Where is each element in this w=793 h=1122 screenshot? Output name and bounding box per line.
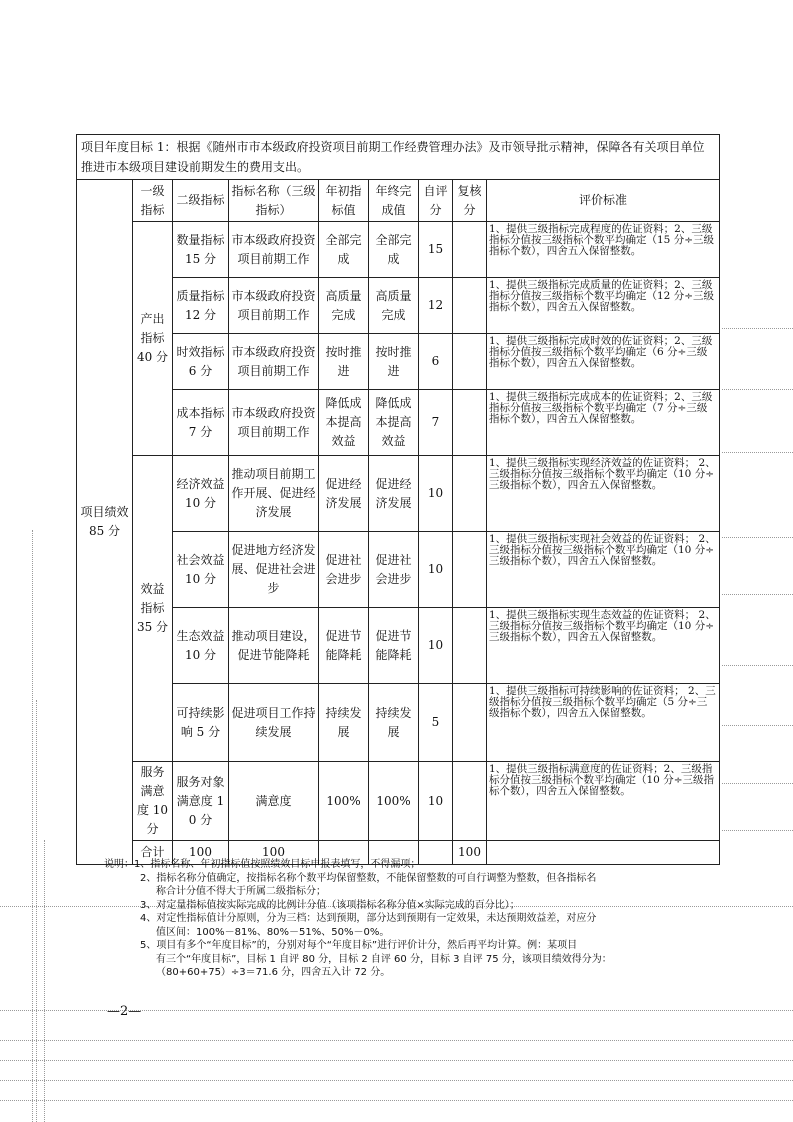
self-score-cell: 12 <box>419 278 453 334</box>
final-value-cell: 全部完成 <box>369 222 419 278</box>
self-score-cell: 5 <box>419 684 453 762</box>
note-line: 值区间：100%－81%、80%－51%、50%－0%。 <box>156 926 390 938</box>
dotted-line <box>0 1040 793 1041</box>
review-score-cell <box>453 334 487 390</box>
page-number: —2— <box>107 1004 142 1019</box>
annual-goal: 项目年度目标 1：根据《随州市市本级政府投资项目前期工作经费管理办法》及市领导批示精神，保障各有关项目单位推进市本级项目建设前期发生的费用支出。 <box>77 135 720 180</box>
performance-table <box>76 134 720 865</box>
indicator-name-cell: 促进项目工作持续发展 <box>229 684 319 762</box>
final-value-cell: 降低成本提高效益 <box>369 390 419 456</box>
initial-value-cell: 按时推进 <box>319 334 369 390</box>
indicator-name-cell: 市本级政府投资项目前期工作 <box>229 334 319 390</box>
output-indicator-label: 产出指标 40 分 <box>133 222 173 456</box>
level2-cell: 数量指标 15 分 <box>173 222 229 278</box>
final-value-cell: 持续发展 <box>369 684 419 762</box>
indicator-name-cell: 市本级政府投资项目前期工作 <box>229 278 319 334</box>
initial-value-cell: 持续发展 <box>319 684 369 762</box>
dotted-line <box>722 665 793 666</box>
table-row <box>77 762 720 841</box>
self-score-cell: 7 <box>419 390 453 456</box>
dotted-line <box>722 830 793 831</box>
note-line: 有三个“年度目标”，目标 1 自评 80 分，目标 2 自评 60 分，目标 3 自评 75 分，该项目绩效得分为： <box>156 953 612 965</box>
indicator-name-cell: 推动项目前期工作开展、促进经济发展 <box>229 456 319 532</box>
criteria-cell: 1、提供三级指标可持续影响的佐证资料； 2、三级指标分值按三级指标个数平均确定（5 分÷三级指标个数），四舍五入保留整数。 <box>487 684 720 762</box>
total-label: 合计 <box>133 841 173 865</box>
table-row <box>77 532 720 608</box>
criteria-cell: 1、提供三级指标实现经济效益的佐证资料； 2、三级指标分值按三级指标个数平均确定（10 分÷三级指标个数），四舍五入保留整数。 <box>487 456 720 532</box>
final-value-cell: 100% <box>369 762 419 841</box>
table-row <box>77 390 720 456</box>
indicator-name-cell: 市本级政府投资项目前期工作 <box>229 222 319 278</box>
review-score-cell <box>453 390 487 456</box>
table-row <box>77 456 720 532</box>
self-score-cell: 10 <box>419 456 453 532</box>
level2-cell: 社会效益 10 分 <box>173 532 229 608</box>
initial-value-cell: 促进经济发展 <box>319 456 369 532</box>
initial-value-cell: 促进社会进步 <box>319 532 369 608</box>
indicator-name-cell: 推动项目建设，促进节能降耗 <box>229 608 319 684</box>
table-row <box>77 608 720 684</box>
header-level1: 一级指标 <box>133 180 173 222</box>
self-score-cell: 10 <box>419 532 453 608</box>
level2-cell: 经济效益 10 分 <box>173 456 229 532</box>
level2-cell: 成本指标 7 分 <box>173 390 229 456</box>
indicator-name-cell: 促进地方经济发展、促进社会进步 <box>229 532 319 608</box>
self-score-cell: 6 <box>419 334 453 390</box>
table-row <box>77 684 720 762</box>
header-indicator-name: 指标名称（三级指标） <box>229 180 319 222</box>
header-initial-value: 年初指标值 <box>319 180 369 222</box>
criteria-cell: 1、提供三级指标完成质量的佐证资料；2、三级指标分值按三级指标个数平均确定（12 分÷三级指标个数），四舍五入保留整数。 <box>487 278 720 334</box>
criteria-cell: 1、提供三级指标满意度的佐证资料；2、三级指标分值按三级指标个数平均确定（10 分÷三级指标个数），四舍五入保留整数。 <box>487 762 720 841</box>
total-level1: 100 <box>173 841 229 865</box>
initial-value-cell: 高质量完成 <box>319 278 369 334</box>
project-performance-label: 项目绩效 85 分 <box>77 180 133 865</box>
final-value-cell: 促进经济发展 <box>369 456 419 532</box>
dotted-line <box>722 328 793 329</box>
review-score-cell <box>453 762 487 841</box>
criteria-cell: 1、提供三级指标完成成本的佐证资料；2、三级指标分值按三级指标个数平均确定（7 分÷三级指标个数），四舍五入保留整数。 <box>487 390 720 456</box>
dotted-line <box>722 783 793 784</box>
note-line: 称合计分值不得大于所属二级指标分； <box>156 886 326 897</box>
final-value-cell: 促进节能降耗 <box>369 608 419 684</box>
review-score-cell <box>453 222 487 278</box>
initial-value-cell: 降低成本提高效益 <box>319 390 369 456</box>
total-level2: 100 <box>229 841 319 865</box>
dotted-line <box>0 1060 793 1061</box>
dotted-line <box>0 1080 793 1081</box>
dotted-line <box>32 530 33 1122</box>
criteria-cell: 1、提供三级指标实现生态效益的佐证资料； 2、三级指标分值按三级指标个数平均确定（10 分÷三级指标个数），四舍五入保留整数。 <box>487 608 720 684</box>
note-line: 3、对定量指标值按实际完成的比例计分值（该项指标名称分值×实际完成的百分比）； <box>140 899 520 911</box>
table-row <box>77 222 720 278</box>
review-score-cell <box>453 278 487 334</box>
review-score-cell <box>453 684 487 762</box>
level2-cell: 服务对象满意度 10 分 <box>173 762 229 841</box>
header-criteria: 评价标准 <box>487 180 720 222</box>
note-line: 5、项目有多个“年度目标”的，分别对每个“年度目标”进行评价计分，然后再平均计算。例：某项目 <box>140 940 578 951</box>
satisfaction-indicator-label: 服务满意度 10 分 <box>133 762 173 841</box>
review-score-cell <box>453 532 487 608</box>
note-line: 说明：1、指标名称、年初指标值按照绩效目标申报表填写，不得漏项； <box>104 859 421 870</box>
criteria-cell: 1、提供三级指标完成时效的佐证资料；2、三级指标分值按三级指标个数平均确定（6 分÷三级指标个数），四舍五入保留整数。 <box>487 334 720 390</box>
note-line: （80+60+75）÷3＝71.6 分，四舍五入计 72 分。 <box>156 967 391 978</box>
dotted-line <box>722 725 793 726</box>
dotted-line <box>44 840 45 1122</box>
self-score-cell: 10 <box>419 608 453 684</box>
level2-cell: 生态效益 10 分 <box>173 608 229 684</box>
dotted-line <box>722 594 793 595</box>
review-score-cell <box>453 608 487 684</box>
header-level2: 二级指标 <box>173 180 229 222</box>
criteria-cell: 1、提供三级指标实现社会效益的佐证资料； 2、三级指标分值按三级指标个数平均确定（10 分÷三级指标个数），四舍五入保留整数。 <box>487 532 720 608</box>
initial-value-cell: 促进节能降耗 <box>319 608 369 684</box>
notes-section <box>104 858 704 980</box>
dotted-line <box>722 452 793 453</box>
indicator-name-cell: 满意度 <box>229 762 319 841</box>
initial-value-cell: 全部完成 <box>319 222 369 278</box>
dotted-line <box>722 537 793 538</box>
self-score-cell: 15 <box>419 222 453 278</box>
final-value-cell: 按时推进 <box>369 334 419 390</box>
table-row <box>77 334 720 390</box>
dotted-line <box>0 1100 793 1101</box>
header-final-value: 年终完成值 <box>369 180 419 222</box>
dotted-line <box>722 389 793 390</box>
final-value-cell: 高质量完成 <box>369 278 419 334</box>
level2-cell: 时效指标 6 分 <box>173 334 229 390</box>
header-review-score: 复核分 <box>453 180 487 222</box>
note-line: 2、指标名称分值确定，按指标名称个数平均保留整数，不能保留整数的可自行调整为整数，但各指标名 <box>140 872 597 884</box>
table-row <box>77 278 720 334</box>
header-self-score: 自评分 <box>419 180 453 222</box>
dotted-line <box>36 700 37 1122</box>
final-value-cell: 促进社会进步 <box>369 532 419 608</box>
initial-value-cell: 100% <box>319 762 369 841</box>
note-line: 4、对定性指标值计分原则，分为三档：达到预期，部分达到预期有一定效果，未达预期效益差，对应分 <box>140 913 597 924</box>
self-score-cell: 10 <box>419 762 453 841</box>
total-self-score: 100 <box>453 841 487 865</box>
level2-cell: 质量指标 12 分 <box>173 278 229 334</box>
level2-cell: 可持续影响 5 分 <box>173 684 229 762</box>
benefit-indicator-label: 效益指标 35 分 <box>133 456 173 762</box>
indicator-name-cell: 市本级政府投资项目前期工作 <box>229 390 319 456</box>
review-score-cell <box>453 456 487 532</box>
criteria-cell: 1、提供三级指标完成程度的佐证资料；2、三级指标分值按三级指标个数平均确定（15 分÷三级指标个数），四舍五入保留整数。 <box>487 222 720 278</box>
